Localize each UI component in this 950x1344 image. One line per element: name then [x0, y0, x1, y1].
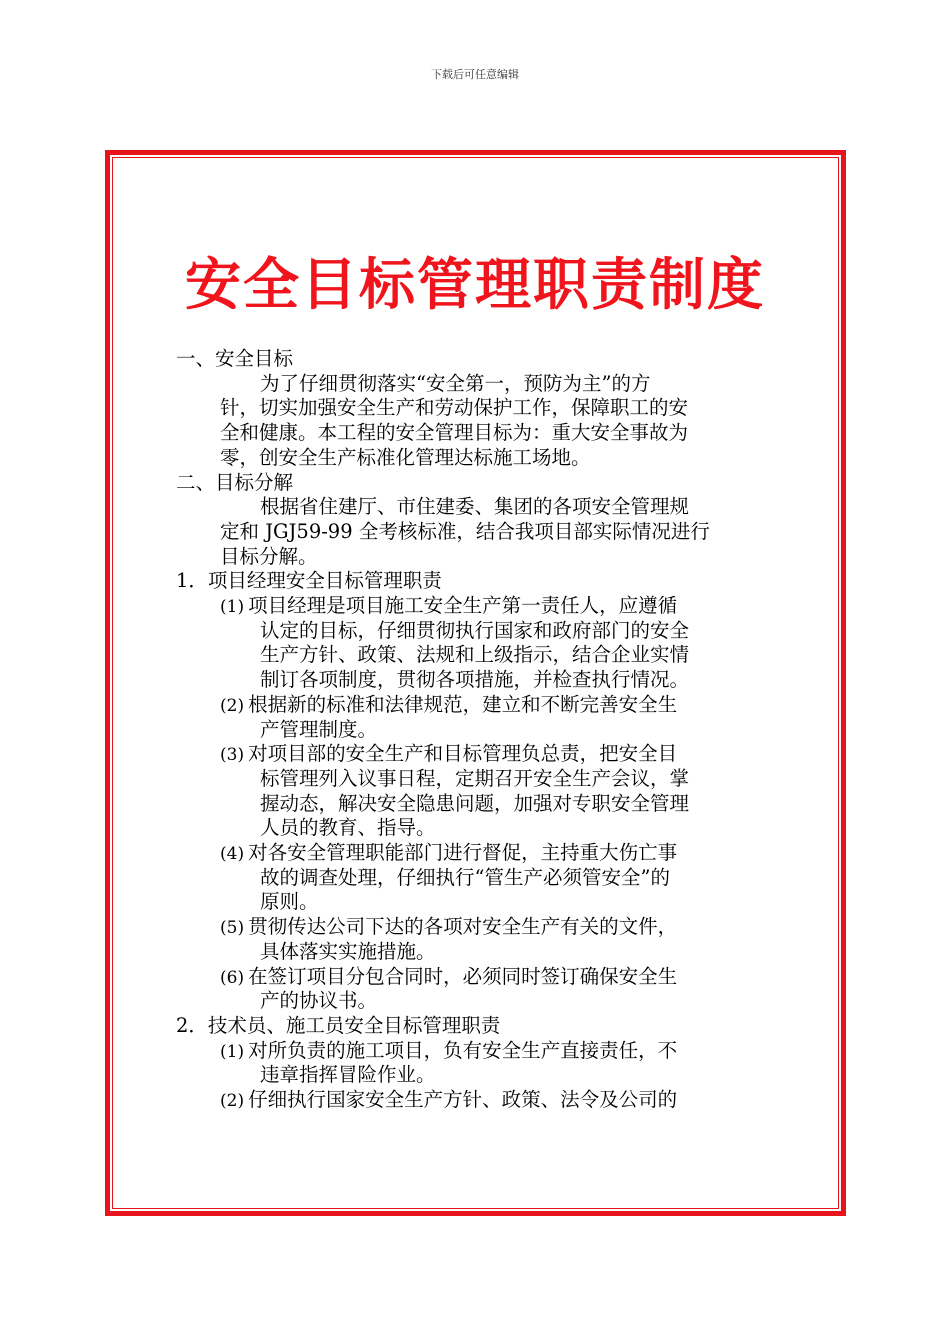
- item-line: 标管理列入议事日程，定期召开安全生产会议，掌: [260, 766, 690, 790]
- item-line: 贯彻传达公司下达的各项对安全生产有关的文件，: [248, 915, 678, 939]
- item-line: 人员的教育、指导。: [260, 816, 436, 840]
- item-line: 产管理制度。: [260, 717, 378, 741]
- item-line: 违章指挥冒险作业。: [260, 1063, 436, 1087]
- item-line: 产的协议书。: [260, 989, 378, 1013]
- item-number: (5): [220, 918, 245, 939]
- list-item: [220, 965, 677, 990]
- item-line: 具体落实实施措施。: [260, 939, 436, 963]
- item-number: (1): [220, 597, 245, 617]
- section2-line: 目标分解。: [220, 544, 318, 568]
- item-line: 根据新的标准和法律规范，建立和不断完善安全生: [248, 692, 678, 716]
- item-line: 制订各项制度，贯彻各项措施，并检查执行情况。: [260, 668, 690, 692]
- section1-line: 零，创安全生产标准化管理达标施工场地。: [220, 445, 591, 469]
- list-item: [220, 742, 677, 767]
- item-number: (4): [220, 844, 245, 864]
- item-line: 项目经理是项目施工安全生产第一责任人，应遵循: [248, 594, 678, 617]
- list-item: [220, 693, 677, 718]
- document-title: 安全目标管理职责制度: [185, 253, 765, 318]
- list-item: [220, 915, 677, 940]
- item-number: (2): [220, 1091, 245, 1111]
- item-number: (1): [220, 1041, 245, 1062]
- section2-line: 定和 JGJ59-99 全考核标准，结合我项目部实际情况进行: [220, 519, 710, 543]
- section1-line: 全和健康。本工程的安全管理目标为：重大安全事故为: [220, 421, 689, 445]
- list-item: [220, 594, 677, 619]
- item-number: (6): [220, 967, 245, 988]
- item-line: 故的调查处理，仔细执行“管生产必须管安全”的: [260, 865, 670, 889]
- item-line: 原则。: [260, 890, 319, 914]
- item-number: (2): [220, 695, 245, 716]
- item-line: 对所负责的施工项目，负有安全生产直接责任，不: [248, 1038, 678, 1062]
- section1-line: 为了仔细贯彻落实“安全第一，预防为主”的方: [260, 371, 651, 395]
- list-item: [220, 1039, 677, 1064]
- item-number: (3): [220, 745, 245, 766]
- item-line: 仔细执行国家安全生产方针、政策、法令及公司的: [248, 1088, 678, 1111]
- item-line: 认定的目标，仔细贯彻执行国家和政府部门的安全: [260, 618, 690, 642]
- subsection1-heading: 1．项目经理安全目标管理职责: [176, 569, 442, 593]
- list-item: [220, 841, 677, 866]
- item-line: 生产方针、政策、法规和上级指示，结合企业实情: [260, 643, 690, 667]
- section1-line: 针，切实加强安全生产和劳动保护工作，保障职工的安: [220, 396, 689, 420]
- item-line: 对项目部的安全生产和目标管理负总责，把安全目: [248, 742, 678, 766]
- section2-line: 根据省住建厅、市住建委、集团的各项安全管理规: [260, 495, 690, 519]
- subsection2-heading: 2．技术员、施工员安全目标管理职责: [176, 1013, 501, 1037]
- list-item: [220, 1088, 677, 1113]
- header-note: 下载后可任意编辑: [431, 68, 519, 81]
- item-line: 握动态，解决安全隐患问题，加强对专职安全管理: [260, 791, 690, 815]
- section1-heading: 一、安全目标: [176, 347, 294, 370]
- item-line: 在签订项目分包合同时，必须同时签订确保安全生: [248, 964, 678, 988]
- section2-heading: 二、目标分解: [176, 470, 294, 494]
- item-line: 对各安全管理职能部门进行督促，主持重大伤亡事: [248, 841, 678, 864]
